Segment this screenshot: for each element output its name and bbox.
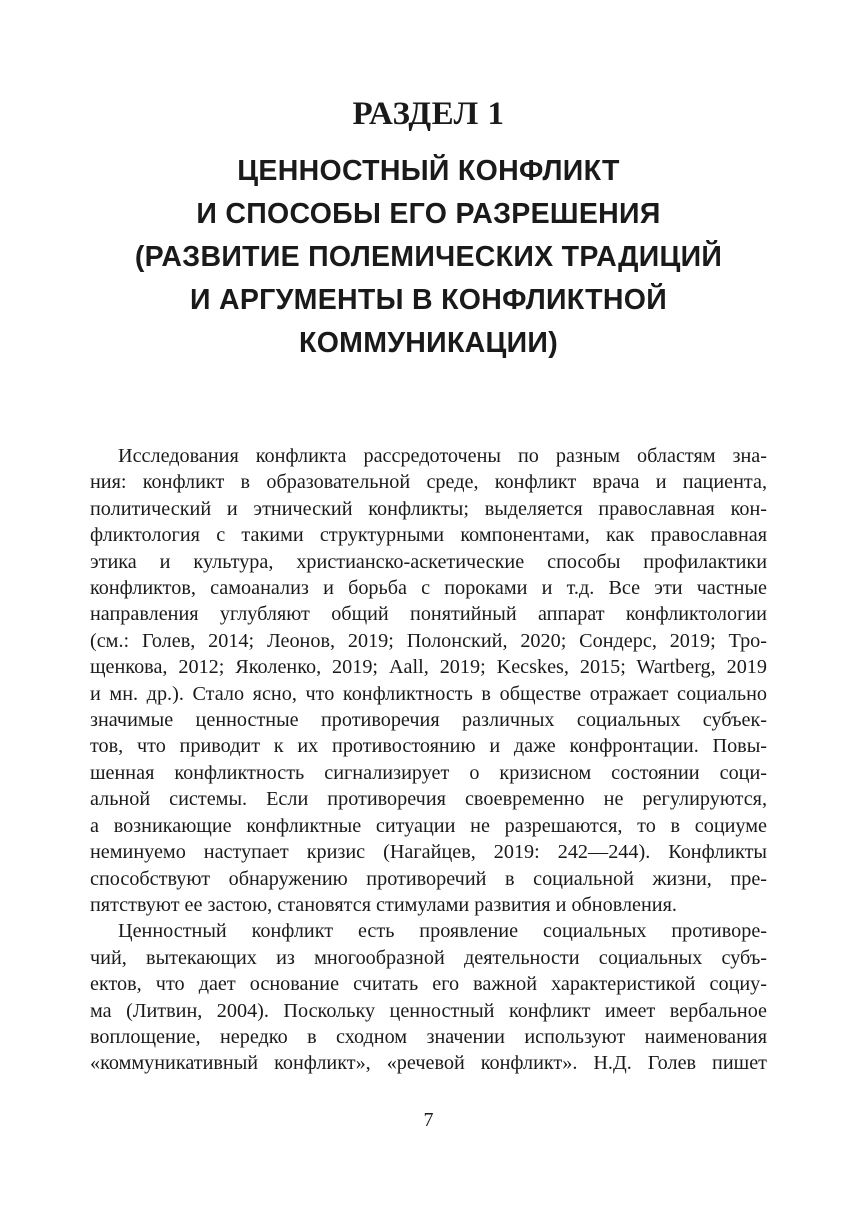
section-title-line: ЦЕННОСТНЫЙ КОНФЛИКТ bbox=[237, 155, 620, 187]
text-line: политический и этнический конфликты; выделяется православная кон- bbox=[90, 497, 767, 520]
text-line: этика и культура, христианско-аскетические способы профилактики bbox=[90, 550, 767, 573]
text-line: ма (Литвин, 2004). Поскольку ценностный конфликт имеет вербальное bbox=[90, 999, 767, 1022]
section-title-line: И АРГУМЕНТЫ В КОНФЛИКТНОЙ bbox=[189, 284, 668, 316]
section-title-line: КОММУНИКАЦИИ) bbox=[299, 327, 558, 359]
text-line: (см.: Голев, 2014; Леонов, 2019; Полонский, 2020; Сондерс, 2019; Тро- bbox=[90, 629, 767, 652]
paragraph bbox=[90, 918, 767, 1076]
text-line: направления углубляют общий понятийный аппарат конфликтологии bbox=[90, 603, 767, 626]
text-line: пятствуют ее застою, становятся стимулами развития и обновления. bbox=[90, 893, 677, 916]
text-line: значимые ценностные противоречия различных социальных субъек- bbox=[90, 709, 767, 732]
text-line: а возникающие конфликтные ситуации не разрешаются, то в социуме bbox=[90, 814, 767, 837]
text-line: конфликтов, самоанализ и борьба с пороками и т.д. Все эти частные bbox=[90, 577, 767, 600]
text-line: «коммуникативный конфликт», «речевой конфликт». Н.Д. Голев пишет bbox=[90, 1052, 767, 1075]
text-line: щенкова, 2012; Яколенко, 2019; Aall, 2019; Kecskes, 2015; Wartberg, 2019 bbox=[90, 656, 767, 679]
section-title-line: (РАЗВИТИЕ ПОЛЕМИЧЕСКИХ ТРАДИЦИЙ bbox=[134, 241, 723, 273]
text-line: альной системы. Если противоречия своевременно не регулируются, bbox=[90, 788, 767, 811]
text-line: и мн. др.). Стало ясно, что конфликтность в обществе отражает социально bbox=[90, 682, 767, 705]
paragraph bbox=[90, 443, 767, 918]
text-line: тов, что приводит к их противостоянию и даже конфронтации. Повы- bbox=[90, 735, 767, 758]
text-line: ния: конфликт в образовательной среде, конфликт врача и пациента, bbox=[90, 471, 767, 494]
section-title bbox=[60, 150, 797, 365]
text-line: Исследования конфликта рассредоточены по разным областям зна- bbox=[118, 445, 767, 467]
text-line: Ценностный конфликт есть проявление социальных противоре- bbox=[118, 920, 767, 943]
text-line: воплощение, нередко в сходном значении используют наименования bbox=[90, 1025, 767, 1048]
section-title-line: И СПОСОБЫ ЕГО РАЗРЕШЕНИЯ bbox=[196, 198, 661, 230]
text-line: способствуют обнаружению противоречий в социальной жизни, пре- bbox=[90, 867, 767, 890]
text-line: фликтология с такими структурными компонентами, как православная bbox=[90, 524, 767, 547]
section-label: РАЗДЕЛ 1 bbox=[352, 96, 505, 132]
text-line: шенная конфликтность сигнализирует о кризисном состоянии соци- bbox=[90, 761, 767, 784]
text-line: неминуемо наступает кризис (Нагайцев, 2019: 242—244). Конфликты bbox=[90, 841, 767, 864]
page-number: 7 bbox=[423, 1109, 434, 1131]
text-line: ектов, что дает основание считать его важной характеристикой социу- bbox=[90, 973, 767, 996]
body-text bbox=[90, 443, 767, 1077]
text-line: чий, вытекающих из многообразной деятельности социальных субъ- bbox=[90, 946, 767, 969]
